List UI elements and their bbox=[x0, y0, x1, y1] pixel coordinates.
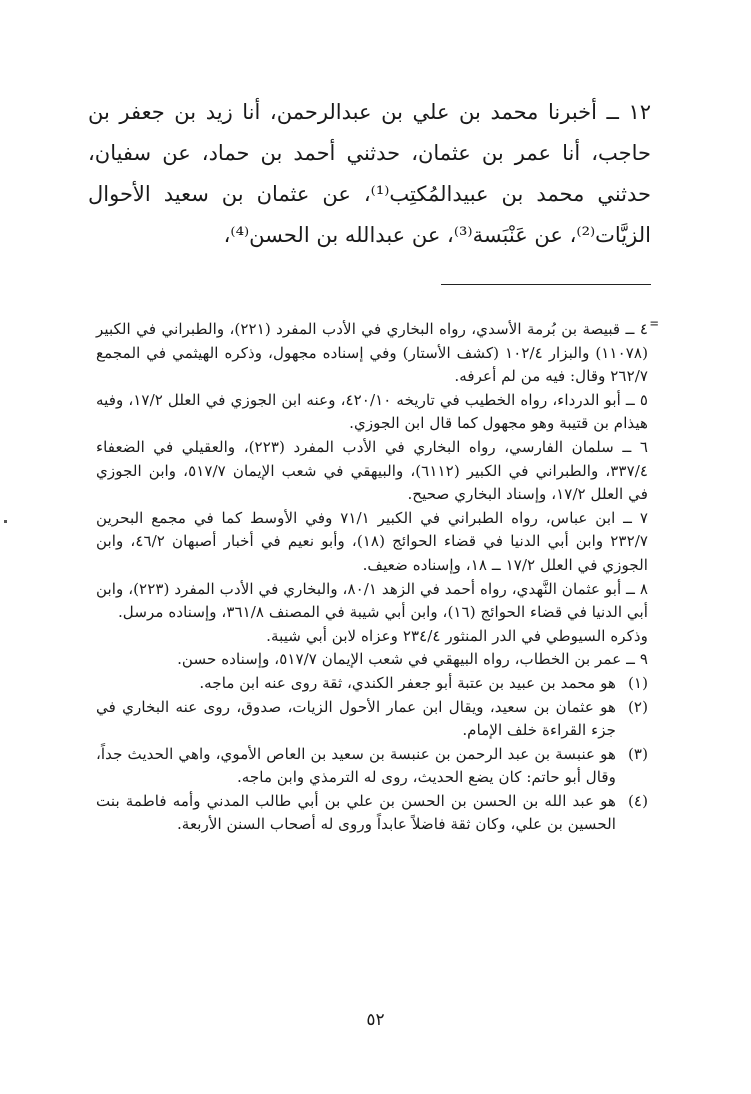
footnote-text: هو عنبسة بن عبد الرحمن بن عنبسة بن سعيد بن العاص الأموي، واهي الحديث جداً، وقال أبو حاتم: كان يضع الحديث، روى له الترمذي وابن ماجه. bbox=[96, 744, 616, 787]
footnote-number: (١) bbox=[627, 673, 648, 692]
footnotes-block bbox=[96, 318, 648, 837]
note-item: ٦ ــ سلمان الفارسي، رواه البخاري في الأدب المفرد (٢٢٣)، والعقيلي في الضعفاء ٣٣٧/٤، والطبراني في الكبير (٦١١٢)، والبيهقي في شعب الإيمان ٥١٧/٧، وابن الجوزي في العلل ١٧/٢، وإسناد البخاري صحيح. bbox=[96, 437, 649, 504]
note-item: ٧ ــ ابن عباس، رواه الطبراني في الكبير ٧١/١ وفي الأوسط كما في مجمع البحرين ٢٣٢/٧ وابن أبي الدنيا في قضاء الحوائج (١٨)، وأبو نعيم في أخبار أصبهان ٤٦/٢، وابن الجوزي في العلل ١٧/٢ ــ ١٨، وإسناده ضعيف. bbox=[96, 508, 648, 574]
footnote-text: هو عثمان بن سعيد، ويقال ابن عمار الأحول الزيات، صدوق، روى عنه البخاري في جزء القراءة خلف الإمام. bbox=[96, 697, 616, 740]
note-item: ٩ ــ عمر بن الخطاب، رواه البيهقي في شعب الإيمان ٥١٧/٧، وإسناده حسن. bbox=[177, 650, 648, 669]
footnote-separator-rule bbox=[441, 284, 651, 285]
note-item: ٤ ــ قبيصة بن بُرمة الأسدي، رواه البخاري في الأدب المفرد (٢٢١)، والطبراني في الكبير (١١٠٧٨) والبزار ١٠٢/٤ (كشف الأستار) وفي إسناده مجهول، وذكره الهيثمي في المجمع ٢٦٢/٧ وقال: فيه من لم أعرفه. bbox=[96, 320, 649, 386]
note-item: ٥ ــ أبو الدرداء، رواه الخطيب في تاريخه ٤٢٠/١٠، وعنه ابن الجوزي في العلل ١٧/٢، وفيه هيذام بن قتيبة وهو مجهول كما قال ابن الجوزي. bbox=[96, 390, 648, 433]
footnote-number: (٣) bbox=[627, 744, 648, 763]
footnote-4 bbox=[96, 790, 648, 837]
footnote-text: هو عبد الله بن الحسن بن الحسن بن علي بن أبي طالب المدني وأمه فاطمة بنت الحسين بن علي، وكان ثقة فاضلاً عابداً وروى له أصحاب السنن الأربعة. bbox=[96, 791, 616, 834]
footnote-3 bbox=[96, 743, 648, 790]
hadith-chain-paragraph: ١٢ ــ أخبرنا محمد بن علي بن عبدالرحمن، أنا زيد بن جعفر بن حاجب، أنا عمر بن عثمان، حدثني أحمد بن حماد، عن سفيان، حدثني محمد بن عبيدالمُكتِب⁽¹⁾، عن عثمان بن سعيد الأحوال الزيَّات⁽²⁾، عن عَنْبَسة⁽³⁾، عن عبدالله بن الحسن⁽⁴⁾، bbox=[88, 100, 652, 247]
note-item: ٨ ــ أبو عثمان النَّهدي، رواه أحمد في الزهد ٨٠/١، والبخاري في الأدب المفرد (٢٢٣)، وابن أبي الدنيا في قضاء الحوائج (١٦)، وابن أبي شيبة في المصنف ٣٦١/٨، وإسناده مرسل. bbox=[96, 579, 648, 622]
footnote-number: (٢) bbox=[627, 697, 648, 716]
margin-mark bbox=[4, 520, 7, 523]
footnote-1 bbox=[96, 672, 648, 696]
footnote-text: هو محمد بن عبيد بن عتبة أبو جعفر الكندي، ثقة روى عنه ابن ماجه. bbox=[199, 673, 616, 692]
footnote-2 bbox=[96, 696, 648, 743]
main-text-block bbox=[88, 92, 651, 256]
page-number: ٥٢ bbox=[366, 1010, 385, 1030]
continuation-mark: = bbox=[650, 316, 659, 332]
note-item: وذكره السيوطي في الدر المنثور ٢٣٤/٤ وعزاه لابن أبي شيبة. bbox=[266, 626, 648, 645]
footnote-number: (٤) bbox=[627, 791, 648, 810]
